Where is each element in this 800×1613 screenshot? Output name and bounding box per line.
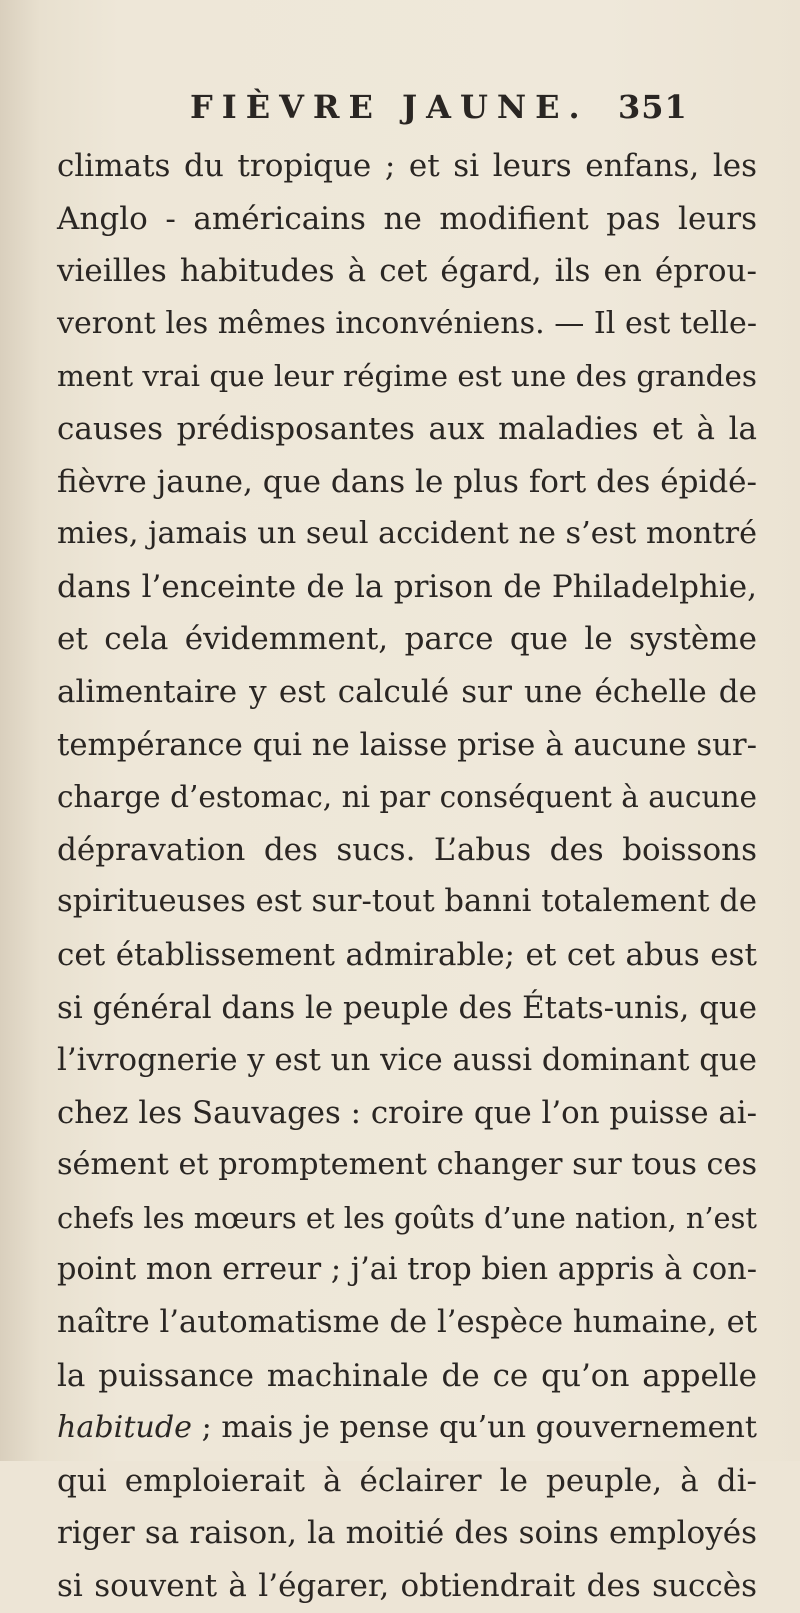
text-line: sément et promptement changer sur tous ces: [57, 1147, 757, 1183]
text-line: qui emploierait à éclairer le peuple, à di-: [57, 1462, 757, 1499]
text-segment: ; mais je pense qu’un gouvernement: [191, 1410, 757, 1446]
text-line: charge d’estomac, ni par conséquent à aucune: [57, 780, 757, 815]
page-header: [0, 88, 800, 138]
text-line: et cela évidemment, parce que le système: [57, 621, 757, 658]
text-line: Anglo - américains ne modifient pas leurs: [57, 200, 757, 237]
body-text: [57, 140, 757, 1613]
text-line: climats du tropique ; et si leurs enfans, les: [57, 148, 757, 184]
text-line: spiritueuses est sur-tout banni totalement de: [57, 884, 757, 920]
text-line: naître l’automatisme de l’espèce humaine, et: [57, 1305, 757, 1341]
text-line: si général dans le peuple des États-unis, que: [57, 989, 757, 1026]
text-line: [57, 1402, 757, 1455]
text-line: la puissance machinale de ce qu’on appelle: [57, 1357, 757, 1394]
text-line: vieilles habitudes à cet égard, ils en éprou-: [57, 253, 757, 290]
text-line: ment vrai que leur régime est une des grandes: [57, 359, 757, 394]
text-line: dépravation des sucs. L’abus des boissons: [57, 831, 757, 868]
text-line: causes prédisposantes aux maladies et à la: [57, 410, 757, 447]
text-line: veront les mêmes inconvéniens. — Il est telle-: [57, 305, 757, 341]
page-number: 351: [618, 88, 688, 126]
text-line: chez les Sauvages : croire que l’on puisse ai-: [57, 1094, 757, 1131]
text-line: chefs les mœurs et les goûts d’une nation, n’est: [57, 1200, 757, 1235]
text-line: mies, jamais un seul accident ne s’est montré: [57, 516, 757, 552]
text-line: cet établissement admirable; et cet abus est: [57, 936, 757, 973]
text-line: si souvent à l’égarer, obtiendrait des succès: [57, 1568, 757, 1605]
running-title: FIÈVRE JAUNE.: [190, 88, 589, 126]
italic-word: habitude: [57, 1410, 192, 1446]
text-line: point mon erreur ; j’ai trop bien appris à con-: [57, 1252, 757, 1288]
text-line: l’ivrognerie y est un vice aussi dominant que: [57, 1042, 757, 1079]
text-line: tempérance qui ne laisse prise à aucune sur-: [57, 726, 757, 763]
text-line: alimentaire y est calculé sur une échelle de: [57, 673, 757, 710]
text-line: fièvre jaune, que dans le plus fort des épidé-: [57, 463, 757, 500]
text-line: riger sa raison, la moitié des soins employés: [57, 1515, 757, 1552]
text-line: dans l’enceinte de la prison de Philadelphie,: [57, 568, 757, 605]
